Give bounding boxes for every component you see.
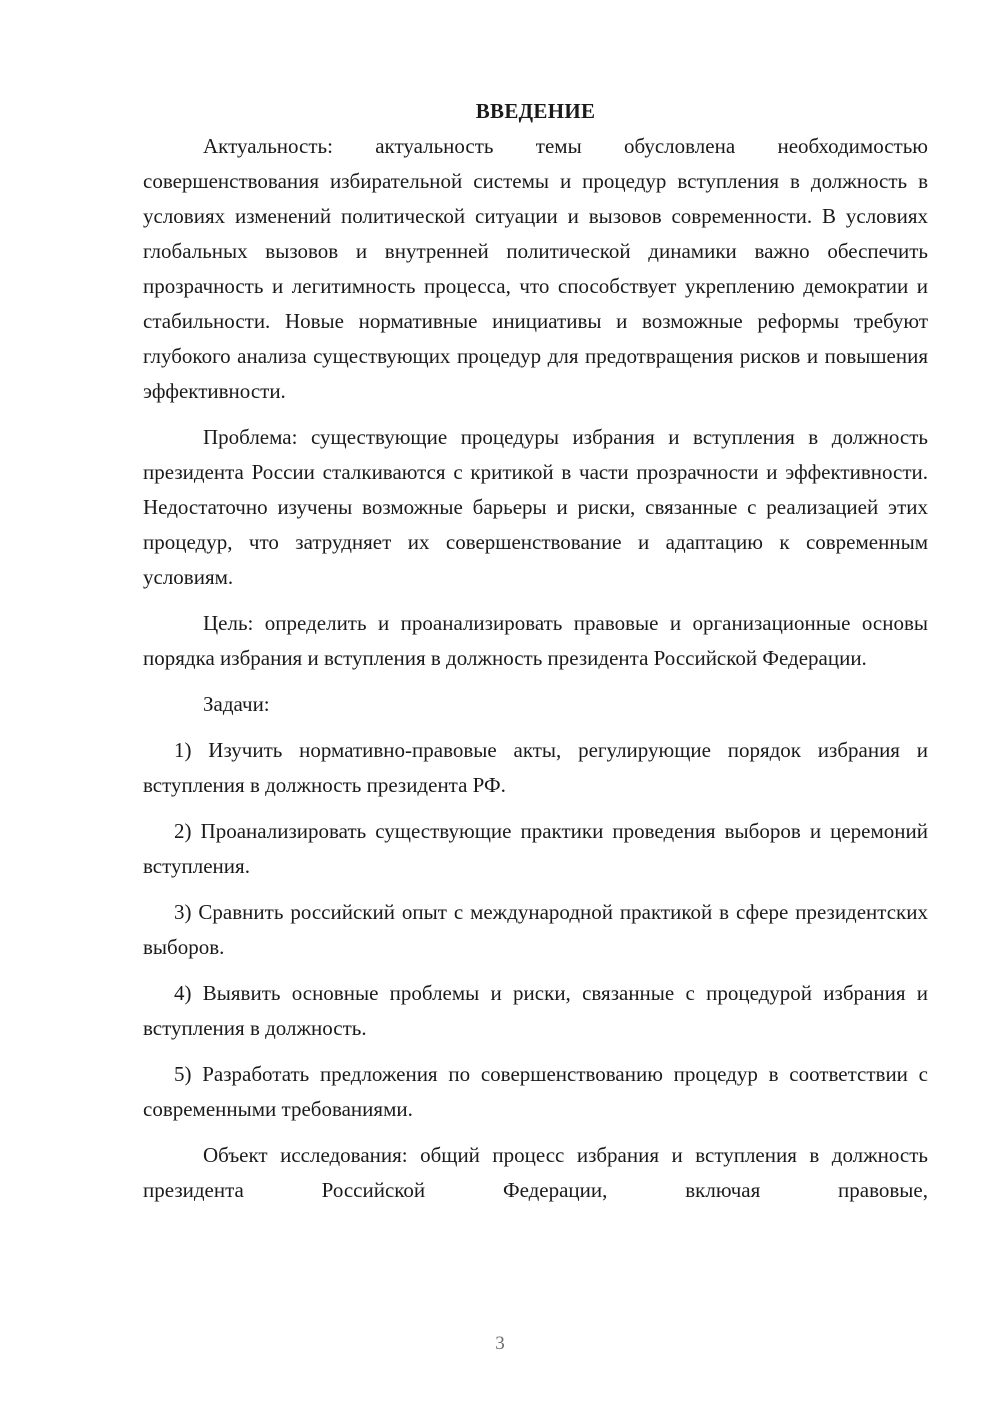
task-item-4: 4) Выявить основные проблемы и риски, связанные с процедурой избрания и вступления в должность. xyxy=(143,981,928,1040)
paragraph-object: Объект исследования: общий процесс избрания и вступления в должность президента Российской Федерации, включая правовые, xyxy=(143,1143,928,1202)
paragraph-relevance: Актуальность: актуальность темы обусловлена необходимостью совершенствования избирательной системы и процедур вступления в должность в условиях изменений политической ситуации и вызовов современности. В условиях глобальных вызовов и внутренней политической динамики важно обеспечить прозрачность и легитимность процесса, что способствует укреплению демократии и стабильности. Новые нормативные инициативы и возможные реформы требуют глубокого анализа существующих процедур для предотвращения рисков и повышения эффективности. xyxy=(143,134,928,403)
document-page xyxy=(143,96,928,1219)
paragraph-goal: Цель: определить и проанализировать правовые и организационные основы порядка избрания и вступления в должность президента Российской Федерации. xyxy=(143,611,928,670)
paragraph-problem: Проблема: существующие процедуры избрания и вступления в должность президента России сталкиваются с критикой в части прозрачности и эффективности. Недостаточно изучены возможные барьеры и риски, связанные с реализацией этих процедур, что затрудняет их совершенствование и адаптацию к современным условиям. xyxy=(143,425,928,589)
task-item-3: 3) Сравнить российский опыт с международной практикой в сфере президентских выборов. xyxy=(143,900,928,959)
page-number: 3 xyxy=(495,1333,505,1354)
section-heading: ВВЕДЕНИЕ xyxy=(475,99,596,123)
task-item-1: 1) Изучить нормативно-правовые акты, регулирующие порядок избрания и вступления в должность президента РФ. xyxy=(143,738,928,797)
task-item-5: 5) Разработать предложения по совершенствованию процедур в соответствии с современными требованиями. xyxy=(143,1062,928,1121)
tasks-title: Задачи: xyxy=(203,692,270,716)
task-item-2: 2) Проанализировать существующие практики проведения выборов и церемоний вступления. xyxy=(143,819,928,878)
